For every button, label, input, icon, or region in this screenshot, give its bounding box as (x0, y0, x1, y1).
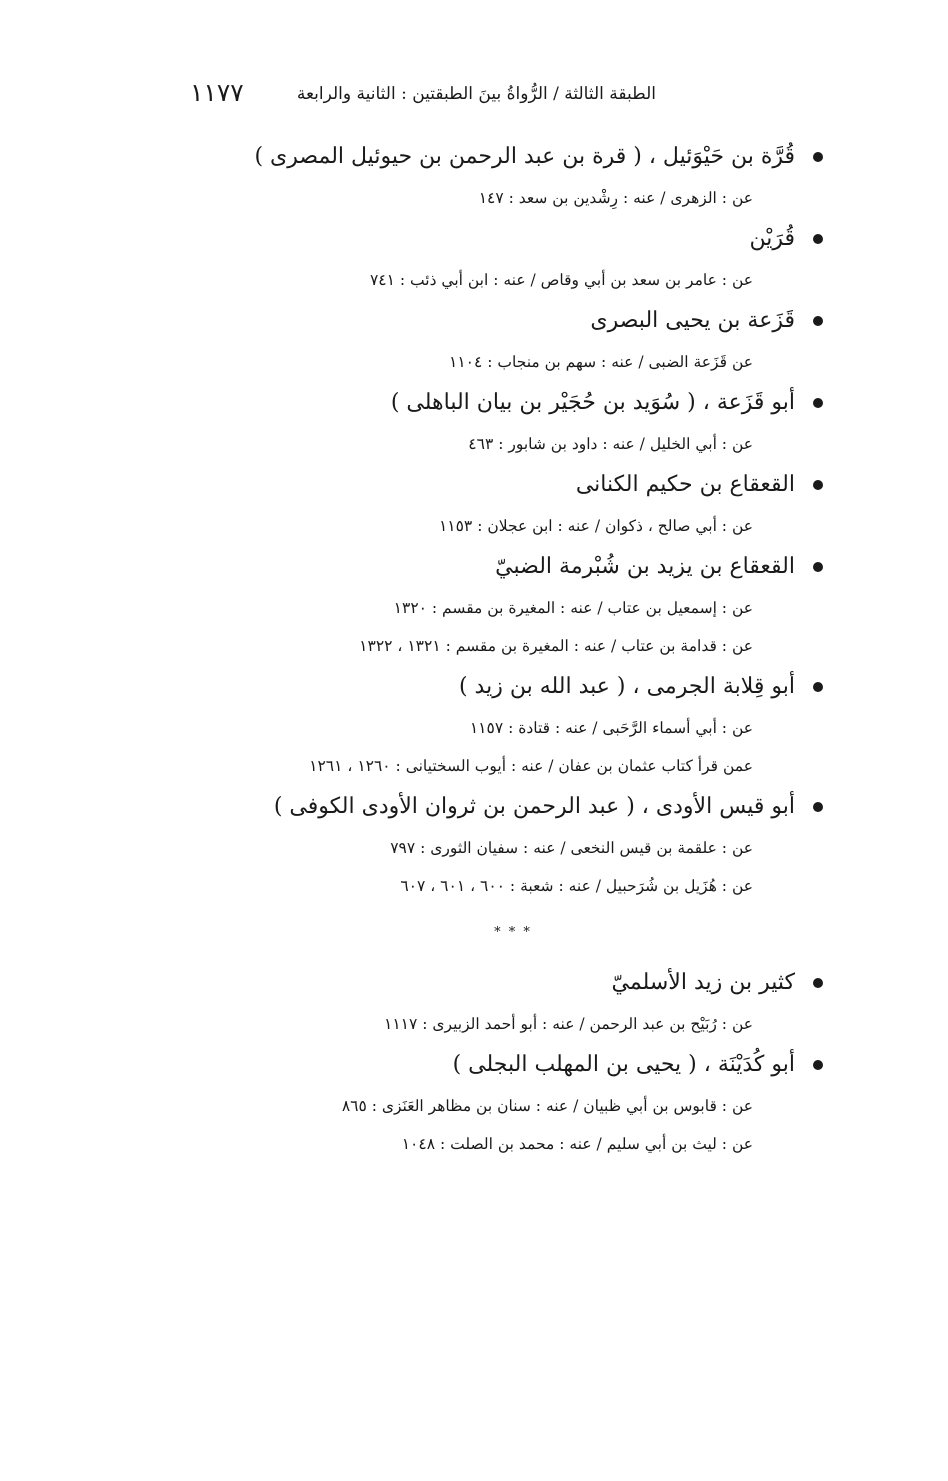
reference-line: عن : أبي صالح ، ذكوان / عنه : ابن عجلان : ١١٥٣ (438, 517, 753, 535)
narrator-name: القعقاع بن يزيد بن شُبْرمة الضبيّ (495, 554, 795, 579)
running-title: الطبقة الثالثة / الرُّواةُ بينَ الطبقتين : الثانية والرابعة (296, 84, 656, 104)
bullet-icon (813, 978, 823, 988)
page-header (190, 78, 656, 112)
reference-line: عن قَزَعة الضبى / عنه : سهم بن منجاب : ١١٠٤ (449, 353, 753, 371)
reference-line: عن : أبي أسماء الرَّحَبى / عنه : قتادة : ١١٥٧ (469, 719, 753, 737)
narrator-entry (143, 299, 823, 381)
narrator-entry (143, 545, 823, 665)
narrator-entry (143, 217, 823, 299)
narrator-entry (143, 785, 823, 905)
bullet-icon (813, 152, 823, 162)
narrator-name: القعقاع بن حكيم الكنانى (575, 472, 795, 497)
reference-line: عن : هُزَيل بن شُرَحبيل / عنه : شعبة : ٦٠٠ ، ٦٠١ ، ٦٠٧ (400, 877, 753, 895)
narrator-name: أبو قيس الأودى ، ( عبد الرحمن بن ثروان الأودى الكوفى ) (273, 794, 795, 819)
bullet-icon (813, 1060, 823, 1070)
narrator-entry (143, 1043, 823, 1163)
page-number: ١١٧٧ (190, 78, 244, 107)
narrator-entry (143, 463, 823, 545)
narrator-name: أبو قِلابة الجرمى ، ( عبد الله بن زيد ) (458, 674, 795, 699)
reference-line: عن : إسمعيل بن عتاب / عنه : المغيرة بن مقسم : ١٣٢٠ (393, 599, 753, 617)
reference-line: عن : قابوس بن أبي ظبيان / عنه : سنان بن مظاهر العَنَزى : ٨٦٥ (341, 1097, 753, 1115)
bullet-icon (813, 480, 823, 490)
bullet-icon (813, 562, 823, 572)
narrator-entry (143, 961, 823, 1043)
narrator-entry (143, 381, 823, 463)
bullet-icon (813, 398, 823, 408)
bullet-icon (813, 682, 823, 692)
reference-line: عن : الزهرى / عنه : رِشْدين بن سعد : ١٤٧ (478, 189, 753, 207)
bullet-icon (813, 802, 823, 812)
narrator-name: قُرَّة بن حَيْوَئيل ، ( قرة بن عبد الرحمن بن حيوئيل المصرى ) (254, 144, 795, 169)
reference-line: عن : ليث بن أبي سليم / عنه : محمد بن الصلت : ١٠٤٨ (401, 1135, 753, 1153)
narrator-name: قَزَعة بن يحيى البصرى (590, 308, 795, 333)
narrator-entry (143, 135, 823, 217)
reference-line: عن : عامر بن سعد بن أبي وقاص / عنه : ابن أبي ذئب : ٧٤١ (369, 271, 753, 289)
narrator-name: أبو كُدَيْنَة ، ( يحيى بن المهلب البجلى ) (452, 1052, 795, 1077)
bullet-icon (813, 234, 823, 244)
section-separator: * * * (494, 925, 532, 940)
narrator-name: أبو قَزَعة ، ( سُوَيد بن حُجَيْر بن بيان الباهلى ) (390, 390, 795, 415)
reference-line: عن : أبي الخليل / عنه : داود بن شابور : ٤٦٣ (468, 435, 753, 453)
narrator-entry (143, 665, 823, 785)
narrator-entries (143, 135, 823, 1163)
narrator-name: كثير بن زيد الأسلميّ (611, 970, 795, 995)
reference-line: عن : قدامة بن عتاب / عنه : المغيرة بن مقسم : ١٣٢١ ، ١٣٢٢ (359, 637, 753, 655)
bullet-icon (813, 316, 823, 326)
reference-line: عن : رُبَيْح بن عبد الرحمن / عنه : أبو أحمد الزبيرى : ١١١٧ (384, 1015, 753, 1033)
reference-line: عمن قرأ كتاب عثمان بن عفان / عنه : أيوب السختيانى : ١٢٦٠ ، ١٢٦١ (309, 757, 753, 775)
reference-line: عن : علقمة بن قيس النخعى / عنه : سفيان الثورى : ٧٩٧ (390, 839, 753, 857)
narrator-name: قُرَيْن (749, 226, 795, 251)
